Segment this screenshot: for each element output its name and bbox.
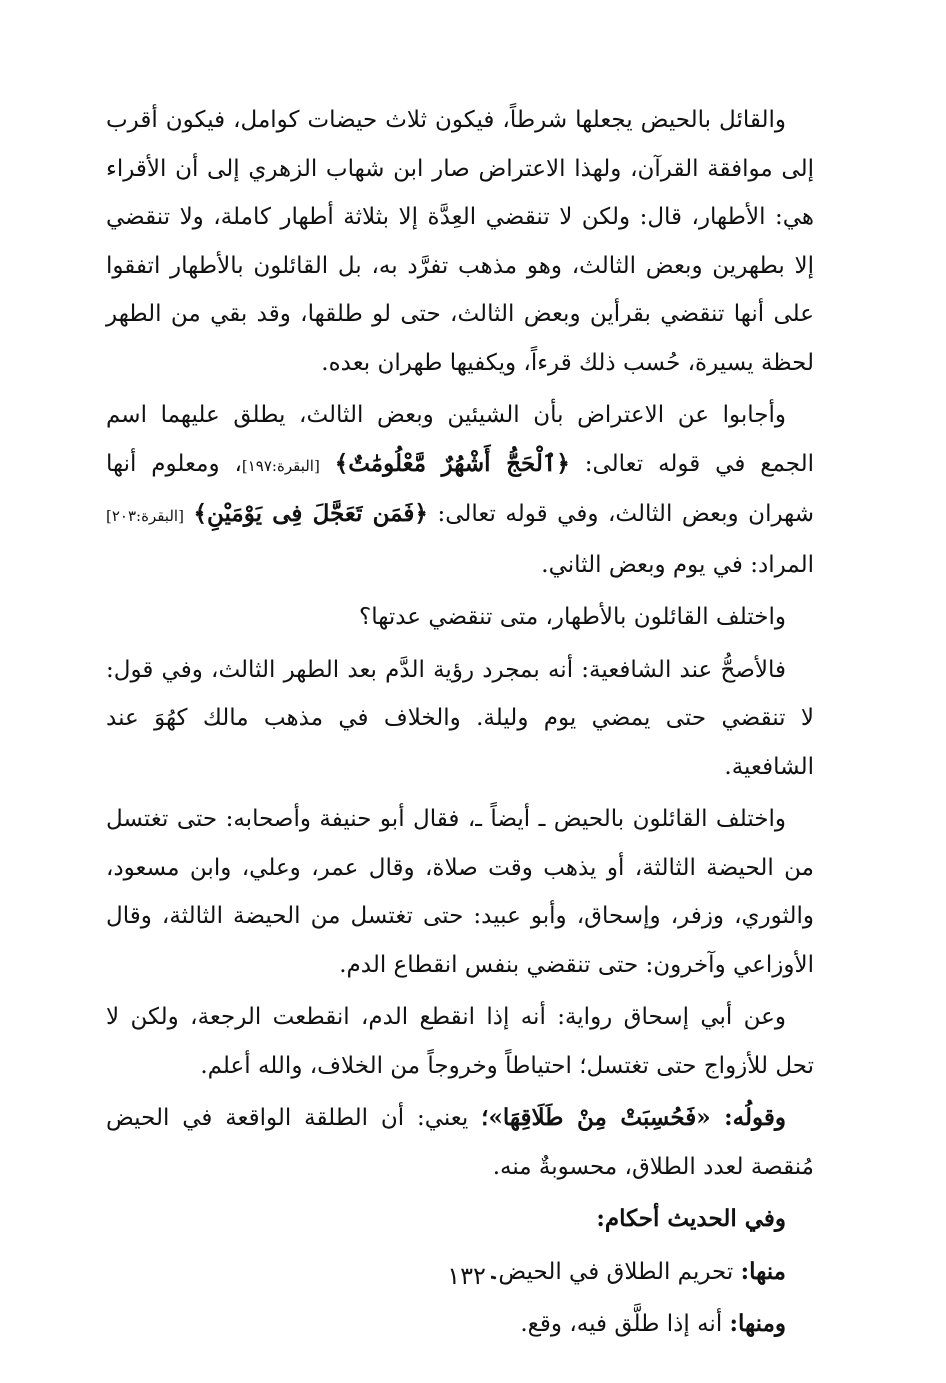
verse-reference-1: [البقرة:١٩٧] (241, 456, 320, 475)
ruling-1-lead: منها: (740, 1257, 786, 1285)
quran-verse-1: ﴿ٱلْحَجُّ أَشْهُرٌ مَّعْلُومَٰتٌ﴾ (334, 449, 570, 477)
paragraph-7 (106, 1094, 814, 1191)
page-body (106, 96, 814, 1349)
paragraph-7-text: يعني: أن الطلقة الواقعة في الحيض مُنقصة لعدد الطلاق، محسوبةٌ منه. (106, 1105, 814, 1180)
paragraph-3: واختلف القائلون بالأطهار، متى تنقضي عدتها؟ (359, 604, 786, 630)
paragraph-2-text-b: ، ومعلوم أنها شهران وبعض الثالث، وفي قوله تعالى: (106, 450, 815, 527)
rulings-heading: وفي الحديث أحكام: (596, 1205, 786, 1232)
verse-reference-2: [البقرة:٢٠٣] (106, 507, 184, 525)
paragraph-2 (106, 391, 814, 589)
paragraph-1: والقائل بالحيض يجعلها شرطاً، فيكون ثلاث حيضات كوامل، فيكون أقرب إلى موافقة القرآن، ولهذا الاعتراض صار ابن شهاب الزهري إلى أن الأقراء هي: الأطهار، قال: ولكن لا تنقضي العِدَّة إلا بثلاثة أطهار كاملة، ولا تنقضي إلا بطهرين وبعض الثالث، وهو مذهب تفرَّد به، بل القائلون بالأطهار اتفقوا على أنها تنقضي بقرأين وبعض الثالث، حتى لو طلقها، وقد بقي من الطهر لحظة يسيرة، حُسب ذلك قرءاً، ويكفيها طهران بعده. (106, 107, 814, 376)
hadith-quote: وقولُه: «فَحُسِبَتْ مِنْ طَلَاقِهَا»؛ (481, 1104, 786, 1131)
paragraph-2-text-c: المراد: في يوم وبعض الثاني. (541, 551, 814, 578)
ruling-1-text: تحريم الطلاق في الحيض. (491, 1258, 734, 1285)
ruling-2-lead: ومنها: (729, 1310, 786, 1337)
quran-verse-2: ﴿فَمَن تَعَجَّلَ فِى يَوْمَيْنِ﴾ (193, 500, 428, 527)
ruling-2 (106, 1300, 814, 1349)
ruling-2-text: أنه إذا طلَّق فيه، وقع. (520, 1311, 723, 1337)
paragraph-2-text-a: وأجابوا عن الاعتراض بأن الشيئين وبعض الثالث، يطلق عليهما اسم الجمع في قوله تعالى: (106, 402, 815, 477)
page-number: ١٣٢٠ (447, 1262, 499, 1290)
paragraph-5: واختلف القائلون بالحيض ـ أيضاً ـ، فقال أبو حنيفة وأصحابه: حتى تغتسل من الحيضة الثالثة، أو يذهب وقت صلاة، وقال عمر، وعلي، وابن مسعود، والثوري، وزفر، وإسحاق، وأبو عبيد: حتى تغتسل من الحيضة الثالثة، وقال الأوزاعي وآخرون: حتى تنقضي بنفس انقطاع الدم. (106, 806, 814, 978)
paragraph-4: فالأصحُّ عند الشافعية: أنه بمجرد رؤية الدَّم بعد الطهر الثالث، وفي قول: لا تنقضي حتى يمضي يوم وليلة. والخلاف في مذهب مالك كهُوَ عند الشافعية. (106, 656, 814, 780)
paragraph-6: وعن أبي إسحاق رواية: أنه إذا انقطع الدم، انقطعت الرجعة، ولكن لا تحل للأزواج حتى تغتسل؛ احتياطاً وخروجاً من الخلاف، والله أعلم. (106, 1004, 814, 1079)
